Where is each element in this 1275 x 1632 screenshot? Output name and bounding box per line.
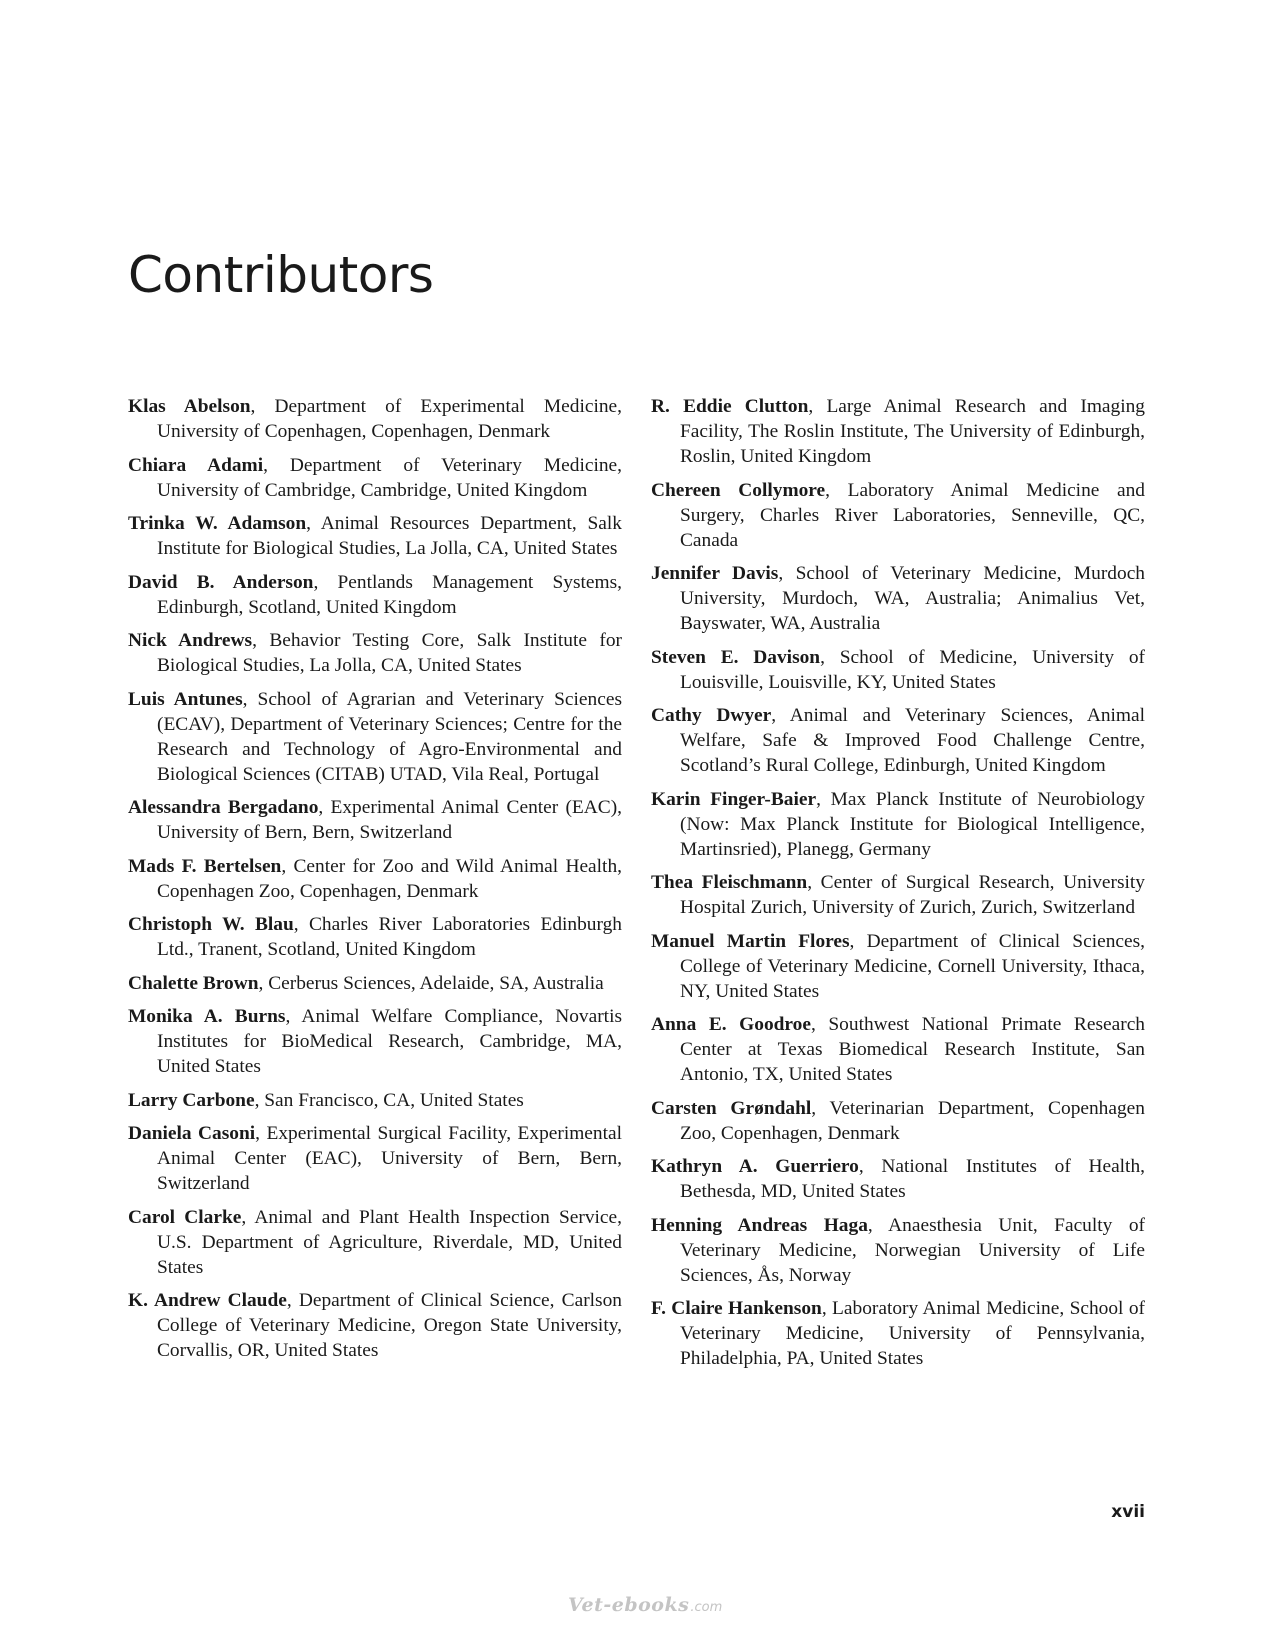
page-number: xvii bbox=[1111, 1502, 1145, 1522]
contributor-affiliation: , Department of Clinical Science, Carlson College of Veterinary Medicine, Oregon State University, Corvallis, OR, United States bbox=[157, 1290, 622, 1361]
contributor-affiliation: , Department of Experimental Medicine, University of Copenhagen, Copenhagen, Denmark bbox=[157, 396, 622, 442]
contributor-affiliation: , Pentlands Management Systems, Edinburgh, Scotland, United Kingdom bbox=[157, 571, 622, 618]
contributor-entry bbox=[128, 1004, 622, 1079]
contributor-entry bbox=[128, 795, 622, 845]
contributor-name: Manuel Martin Flores bbox=[651, 930, 850, 952]
page-title: Contributors bbox=[128, 246, 434, 304]
contributor-name: Karin Finger-Baier bbox=[651, 788, 817, 810]
contributor-name: Nick Andrews bbox=[128, 630, 253, 651]
contributor-entry bbox=[128, 1121, 622, 1196]
contributor-name: Carol Clarke bbox=[128, 1206, 242, 1228]
contributor-entry bbox=[651, 478, 1145, 553]
contributor-affiliation: , Center for Zoo and Wild Animal Health, Copenhagen Zoo, Copenhagen, Denmark bbox=[157, 855, 622, 902]
contributor-name: Alessandra Bergadano bbox=[128, 797, 319, 818]
watermark-text: Vet-ebooks bbox=[568, 1594, 690, 1616]
contributor-entry bbox=[651, 870, 1145, 920]
contributor-name: Larry Carbone bbox=[128, 1089, 255, 1111]
contributor-entry bbox=[128, 687, 622, 787]
contributor-affiliation: , Department of Clinical Sciences, College of Veterinary Medicine, Cornell University, Ithaca, NY, United States bbox=[680, 930, 1145, 1002]
contributor-name: Klas Abelson bbox=[128, 396, 251, 417]
contributor-entry bbox=[128, 628, 622, 678]
contributor-affiliation: , Max Planck Institute of Neurobiology (Now: Max Planck Institute for Biological Intelligence, Martinsried), Planegg, Germany bbox=[680, 788, 1145, 860]
contributor-name: Chereen Collymore bbox=[651, 479, 826, 501]
contributor-affiliation: , Animal Welfare Compliance, Novartis Institutes for BioMedical Research, Cambridge, MA, United States bbox=[157, 1006, 623, 1077]
contributor-entry bbox=[128, 570, 622, 620]
contributor-entry bbox=[128, 912, 622, 962]
contributor-name: Jennifer Davis bbox=[651, 563, 779, 584]
contributor-affiliation: , School of Agrarian and Veterinary Sciences (ECAV), Department of Veterinary Sciences; Centre for the Research and Technology of Agro-Environmental and Biological Sciences (CITAB) UTAD, Vila Real, Portugal bbox=[157, 688, 622, 785]
contributor-entry bbox=[128, 511, 622, 561]
contributor-name: Carsten Grøndahl bbox=[651, 1097, 812, 1119]
contributor-entry bbox=[651, 929, 1145, 1004]
contributor-name: Chiara Adami bbox=[128, 454, 264, 476]
contributor-entry bbox=[128, 1288, 622, 1363]
contributor-entry bbox=[128, 1205, 622, 1280]
contributor-name: F. Claire Hankenson bbox=[651, 1298, 822, 1319]
contributor-affiliation: , Experimental Surgical Facility, Experimental Animal Center (EAC), University of Bern, Bern, Switzerland bbox=[157, 1123, 622, 1194]
contributor-entry bbox=[651, 787, 1145, 862]
contributor-affiliation: , Experimental Animal Center (EAC), University of Bern, Bern, Switzerland bbox=[157, 797, 623, 843]
contributor-affiliation: , San Francisco, CA, United States bbox=[254, 1089, 524, 1111]
contributor-name: Steven E. Davison bbox=[651, 646, 821, 668]
contributor-name: R. Eddie Clutton bbox=[651, 396, 809, 417]
contributor-entry bbox=[651, 561, 1145, 636]
contributor-entry bbox=[128, 854, 622, 904]
contributor-name: Henning Andreas Haga bbox=[651, 1214, 868, 1236]
watermark-suffix: .com bbox=[690, 1600, 723, 1615]
contributors-column-right bbox=[651, 394, 1145, 1380]
contributor-affiliation: , Center of Surgical Research, University Hospital Zurich, University of Zurich, Zurich, Switzerland bbox=[680, 872, 1145, 918]
contributor-affiliation: , School of Medicine, University of Louisville, Louisville, KY, United States bbox=[680, 646, 1145, 693]
contributor-affiliation: , Anaesthesia Unit, Faculty of Veterinary Medicine, Norwegian University of Life Sciences, Ås, Norway bbox=[680, 1214, 1146, 1286]
contributor-affiliation: , Southwest National Primate Research Center at Texas Biomedical Research Institute, San Antonio, TX, United States bbox=[680, 1014, 1145, 1085]
contributor-name: Anna E. Goodroe bbox=[651, 1014, 811, 1035]
contributor-entry bbox=[128, 1088, 622, 1113]
contributor-name: David B. Anderson bbox=[128, 571, 314, 593]
contributor-name: Daniela Casoni bbox=[128, 1123, 256, 1144]
contributor-entry bbox=[651, 1154, 1145, 1204]
contributor-affiliation: , Animal and Plant Health Inspection Service, U.S. Department of Agriculture, Riverdale, MD, United States bbox=[157, 1206, 622, 1278]
contributor-entry bbox=[651, 394, 1145, 469]
contributor-affiliation: , Laboratory Animal Medicine and Surgery, Charles River Laboratories, Senneville, QC, Canada bbox=[680, 479, 1146, 551]
contributor-affiliation: , Cerberus Sciences, Adelaide, SA, Australia bbox=[258, 972, 604, 994]
contributor-entry bbox=[651, 1096, 1145, 1146]
contributor-entry bbox=[128, 453, 622, 503]
contributor-affiliation: , School of Veterinary Medicine, Murdoch University, Murdoch, WA, Australia; Animalius Vet, Bayswater, WA, Australia bbox=[680, 563, 1145, 634]
contributor-name: Cathy Dwyer bbox=[651, 705, 772, 726]
contributor-affiliation: , Laboratory Animal Medicine, School of Veterinary Medicine, University of Pennsylvania, Philadelphia, PA, United States bbox=[680, 1298, 1145, 1369]
watermark-logo bbox=[568, 1594, 722, 1616]
contributor-name: Trinka W. Adamson bbox=[128, 513, 307, 534]
contributor-name: K. Andrew Claude bbox=[128, 1290, 287, 1311]
contributor-name: Mads F. Bertelsen bbox=[128, 855, 282, 877]
contributor-name: Kathryn A. Guerriero bbox=[651, 1156, 859, 1177]
contributor-entry bbox=[651, 703, 1145, 778]
contributor-name: Monika A. Burns bbox=[128, 1006, 286, 1027]
contributor-affiliation: , Animal Resources Department, Salk Institute for Biological Studies, La Jolla, CA, United States bbox=[157, 513, 622, 559]
contributor-affiliation: , Veterinarian Department, Copenhagen Zoo, Copenhagen, Denmark bbox=[680, 1097, 1145, 1144]
contributor-name: Chalette Brown bbox=[128, 972, 259, 994]
contributor-affiliation: , National Institutes of Health, Bethesda, MD, United States bbox=[680, 1156, 1145, 1202]
contributor-entry bbox=[651, 1296, 1145, 1371]
contributor-affiliation: , Animal and Veterinary Sciences, Animal Welfare, Safe & Improved Food Challenge Centre, Scotland’s Rural College, Edinburgh, United Kingdom bbox=[680, 705, 1145, 776]
contributor-name: Thea Fleischmann bbox=[651, 872, 808, 893]
contributor-entry bbox=[651, 645, 1145, 695]
contributor-entry bbox=[128, 971, 622, 996]
contributor-name: Christoph W. Blau bbox=[128, 914, 294, 935]
contributor-affiliation: , Behavior Testing Core, Salk Institute for Biological Studies, La Jolla, CA, United States bbox=[157, 630, 622, 676]
contributor-affiliation: , Department of Veterinary Medicine, University of Cambridge, Cambridge, United Kingdom bbox=[157, 454, 622, 501]
contributors-column-left bbox=[128, 394, 622, 1372]
contributor-name: Luis Antunes bbox=[128, 688, 243, 710]
contributor-entry bbox=[128, 394, 622, 444]
contributor-affiliation: , Charles River Laboratories Edinburgh Ltd., Tranent, Scotland, United Kingdom bbox=[157, 914, 622, 960]
contributor-entry bbox=[651, 1012, 1145, 1087]
contributor-affiliation: , Large Animal Research and Imaging Facility, The Roslin Institute, The University of Edinburgh, Roslin, United Kingdom bbox=[680, 396, 1145, 467]
contributor-entry bbox=[651, 1213, 1145, 1288]
